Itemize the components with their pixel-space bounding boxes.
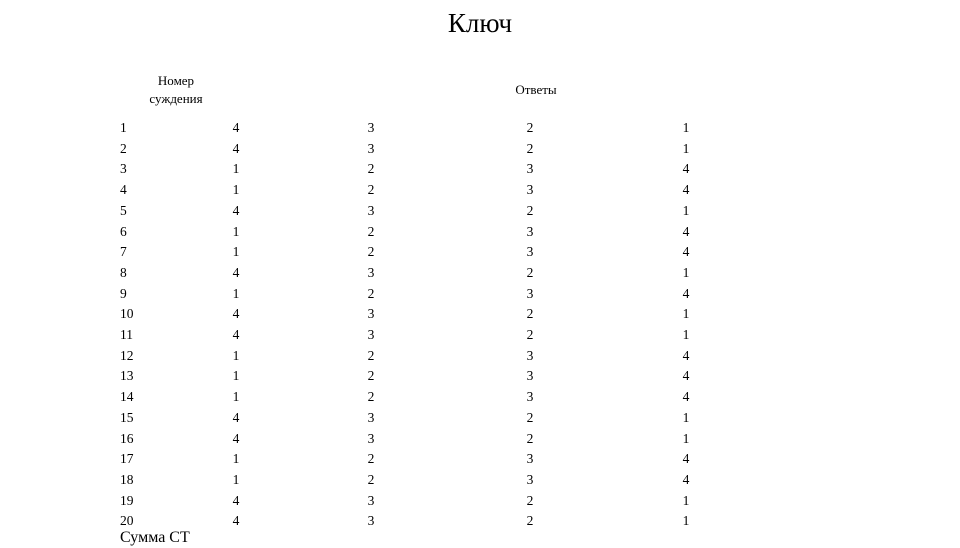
table-row	[0, 470, 960, 491]
answer-value: 1	[232, 368, 240, 384]
footer-sum-label: Сумма СТ	[120, 529, 190, 546]
table-row	[0, 429, 960, 450]
answer-value: 3	[367, 513, 375, 529]
table-row	[0, 304, 960, 325]
answer-value: 2	[367, 347, 375, 363]
answer-value: 1	[232, 244, 240, 260]
answer-value: 4	[232, 264, 240, 280]
statement-number: 17	[120, 451, 134, 467]
answer-value: 4	[682, 347, 690, 363]
table-row	[0, 284, 960, 305]
answer-value: 1	[682, 140, 690, 156]
statement-number: 3	[120, 161, 127, 177]
answer-value: 4	[682, 285, 690, 301]
answer-value: 3	[367, 409, 375, 425]
answer-value: 2	[526, 513, 534, 529]
answer-value: 2	[367, 471, 375, 487]
answer-value: 4	[232, 120, 240, 135]
answer-value: 2	[526, 264, 534, 280]
statement-number: 12	[120, 347, 134, 363]
answer-value: 3	[526, 451, 534, 467]
statement-number: 18	[120, 471, 134, 487]
answer-value: 3	[367, 430, 375, 446]
answer-value: 3	[367, 264, 375, 280]
answer-value: 1	[232, 285, 240, 301]
answer-value: 1	[682, 492, 690, 508]
table-row	[0, 263, 960, 284]
answer-value: 3	[367, 202, 375, 218]
answer-value: 3	[526, 347, 534, 363]
answer-value: 2	[526, 409, 534, 425]
answer-value: 1	[682, 306, 690, 322]
table-row	[0, 139, 960, 160]
statement-number: 2	[120, 140, 127, 156]
number-header-line1: Номер	[157, 73, 195, 88]
answer-value: 4	[682, 471, 690, 487]
table-row	[0, 159, 960, 180]
answer-value: 1	[232, 347, 240, 363]
table-row	[0, 387, 960, 408]
answer-value: 3	[367, 140, 375, 156]
answer-value: 1	[682, 327, 690, 342]
statement-number: 15	[120, 409, 134, 425]
answer-value: 1	[682, 202, 690, 218]
table-row	[0, 242, 960, 263]
answer-value: 2	[367, 389, 375, 405]
answer-value: 2	[526, 327, 534, 342]
answer-value: 3	[526, 471, 534, 487]
answer-value: 2	[367, 244, 375, 260]
statement-number: 11	[120, 327, 133, 342]
table-row	[0, 346, 960, 367]
answer-value: 2	[367, 285, 375, 301]
answer-value: 3	[367, 492, 375, 508]
table-row	[0, 222, 960, 243]
answer-value: 2	[367, 223, 375, 239]
answer-value: 1	[232, 182, 240, 198]
answer-value: 2	[526, 306, 534, 322]
number-header-line2: суждения	[149, 91, 203, 106]
answer-value: 1	[232, 161, 240, 177]
answer-value: 3	[367, 120, 375, 135]
statement-number: 6	[120, 223, 127, 239]
answer-value: 4	[232, 140, 240, 156]
statement-number: 14	[120, 389, 134, 405]
answer-value: 4	[682, 451, 690, 467]
answer-value: 4	[232, 513, 240, 529]
answer-value: 3	[367, 327, 375, 342]
answer-value: 3	[526, 368, 534, 384]
statement-number: 4	[120, 182, 127, 198]
answer-value: 1	[682, 513, 690, 529]
table-row	[0, 491, 960, 512]
answer-value: 2	[526, 430, 534, 446]
answer-value: 4	[682, 161, 690, 177]
page-title: Ключ	[447, 8, 513, 38]
table-row	[0, 201, 960, 222]
statement-number: 8	[120, 264, 127, 280]
answer-value: 1	[232, 471, 240, 487]
answer-value: 2	[526, 120, 534, 135]
statement-number: 19	[120, 492, 134, 508]
statement-number: 9	[120, 285, 127, 301]
answer-value: 3	[367, 306, 375, 322]
table-row	[0, 118, 960, 139]
answer-value: 3	[526, 389, 534, 405]
answer-value: 2	[367, 161, 375, 177]
answer-value: 2	[526, 492, 534, 508]
statement-number: 1	[120, 120, 127, 135]
statement-number: 10	[120, 306, 134, 322]
statement-number: 20	[120, 513, 134, 529]
answers-column-header: Ответы	[515, 82, 557, 97]
answer-value: 4	[682, 182, 690, 198]
answer-value: 3	[526, 161, 534, 177]
table-row	[0, 180, 960, 201]
answer-value: 4	[682, 389, 690, 405]
answer-value: 4	[232, 327, 240, 342]
answer-value: 4	[232, 492, 240, 508]
table-row	[0, 449, 960, 470]
answer-value: 3	[526, 285, 534, 301]
answer-value: 4	[682, 368, 690, 384]
answer-value: 3	[526, 182, 534, 198]
answer-value: 1	[682, 264, 690, 280]
answer-value: 4	[232, 202, 240, 218]
answer-value: 2	[526, 140, 534, 156]
number-column-header	[130, 72, 222, 108]
answer-value: 1	[232, 451, 240, 467]
answer-value: 1	[232, 223, 240, 239]
answer-value: 2	[367, 451, 375, 467]
table-row	[0, 408, 960, 429]
answer-value: 2	[526, 202, 534, 218]
answer-value: 4	[682, 244, 690, 260]
answer-value: 1	[682, 430, 690, 446]
answer-value: 1	[682, 120, 690, 135]
statement-number: 13	[120, 368, 134, 384]
answer-value: 4	[232, 430, 240, 446]
answer-value: 2	[367, 182, 375, 198]
answer-value: 4	[232, 409, 240, 425]
statement-number: 7	[120, 244, 127, 260]
table-row	[0, 325, 960, 346]
answer-value: 4	[232, 306, 240, 322]
answer-value: 1	[682, 409, 690, 425]
table-row	[0, 366, 960, 387]
answer-value: 3	[526, 244, 534, 260]
statement-number: 16	[120, 430, 134, 446]
answer-value: 1	[232, 389, 240, 405]
answer-value: 4	[682, 223, 690, 239]
statement-number: 5	[120, 202, 127, 218]
answer-value: 3	[526, 223, 534, 239]
answer-value: 2	[367, 368, 375, 384]
